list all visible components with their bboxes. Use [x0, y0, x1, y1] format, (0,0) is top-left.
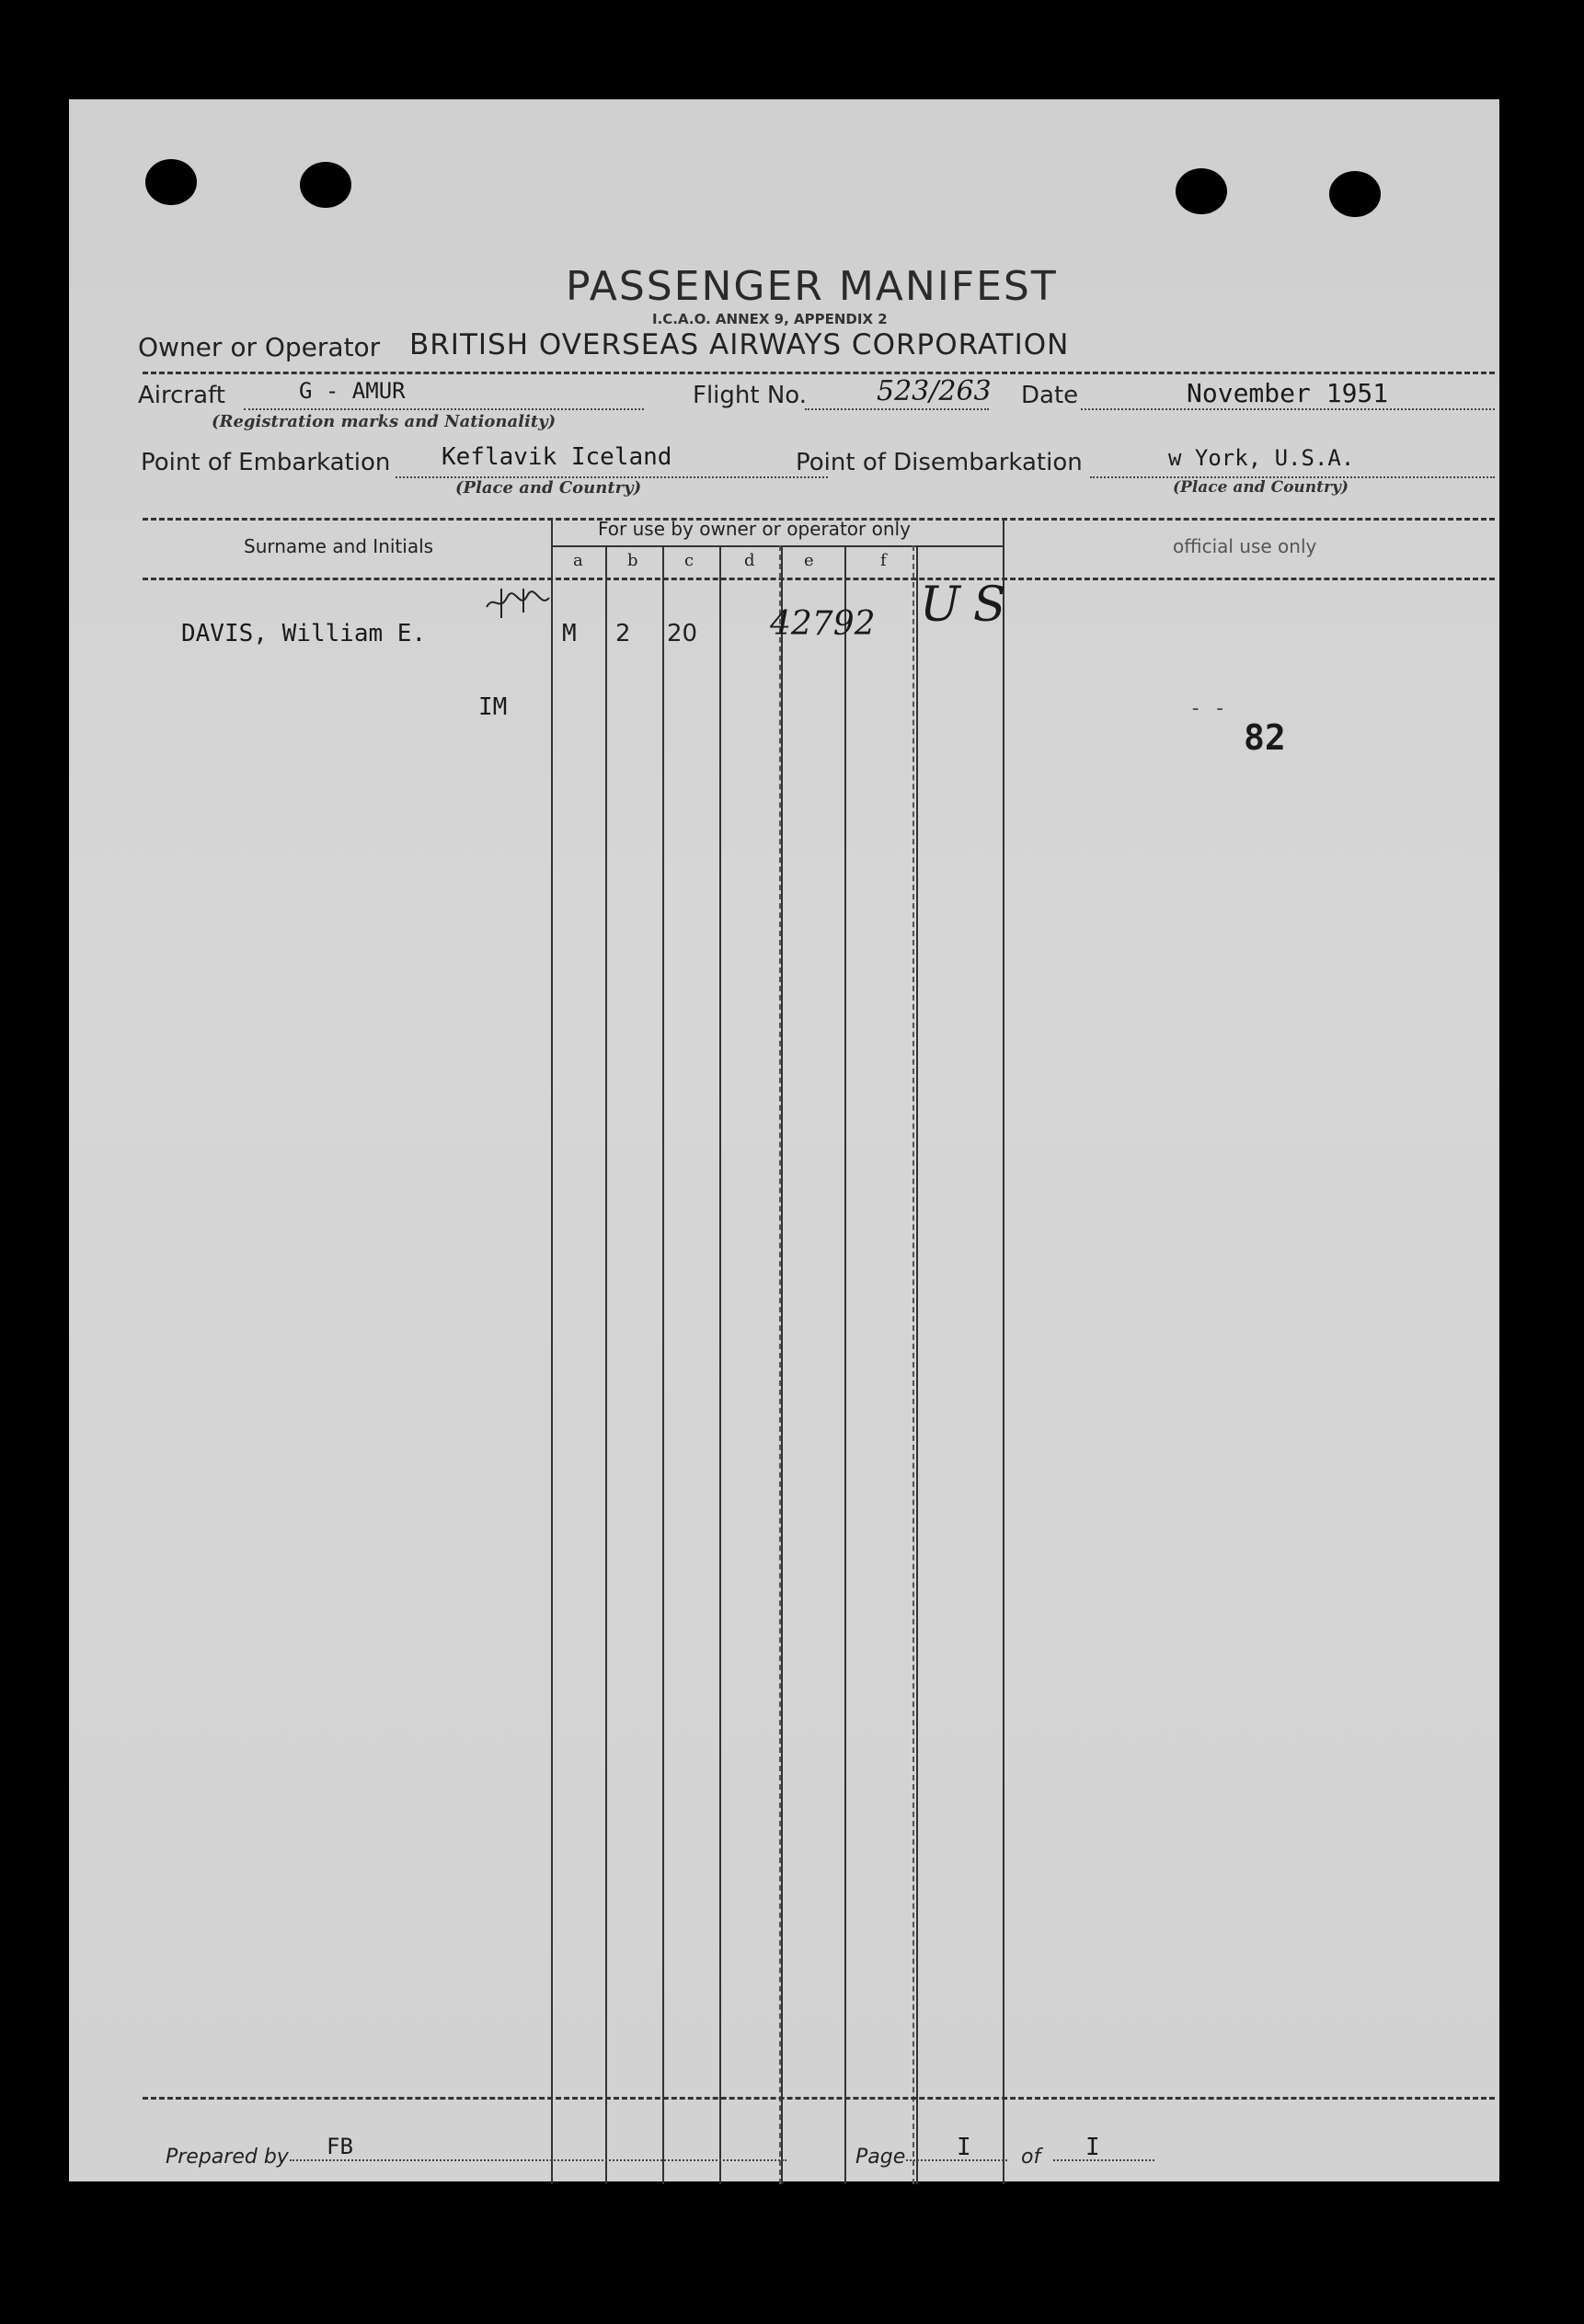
page-underline [906, 2159, 1007, 2161]
form-subtitle: I.C.A.O. ANNEX 9, APPENDIX 2 [652, 311, 888, 327]
passenger-col-a: M [562, 620, 577, 647]
flight-label: Flight No. [693, 382, 808, 409]
col-c-header: c [684, 551, 694, 570]
aircraft-caption: (Registration marks and Nationality) [212, 412, 557, 431]
prepared-label: Prepared by [166, 2146, 289, 2169]
col-line-4 [719, 545, 721, 2184]
date-value: November 1951 [1187, 378, 1389, 408]
im-mark: IM [478, 693, 508, 721]
flight-underline [805, 408, 989, 410]
handwritten-scribble [483, 585, 557, 622]
aircraft-underline [244, 408, 644, 410]
subheader-rule [552, 545, 1003, 547]
date-underline [1081, 408, 1495, 410]
form-title: PASSENGER MANIFEST [566, 263, 1058, 310]
col-e-header: e [804, 551, 814, 570]
manifest-sheet [69, 99, 1499, 2181]
surname-header: Surname and Initials [244, 535, 434, 557]
of-value: I [1085, 2134, 1100, 2161]
col-line-3 [662, 545, 664, 2184]
passenger-col-e: 42792 [770, 605, 876, 643]
divider-top [143, 372, 1495, 374]
embark-label: Point of Embarkation [141, 449, 391, 476]
col-d-header: d [744, 551, 755, 570]
passenger-name: DAVIS, William E. [181, 620, 427, 647]
table-header-rule [143, 578, 1495, 580]
prepared-underline [290, 2159, 786, 2161]
col-line-9 [916, 545, 918, 2184]
passenger-col-c: 20 [667, 620, 698, 647]
official-use-header: official use only [1173, 535, 1317, 557]
passenger-col-g: US [920, 578, 1019, 633]
disembark-caption: (Place and Country) [1173, 478, 1349, 497]
side-number: 82 [1244, 717, 1286, 758]
embark-value: Keflavik Iceland [442, 443, 672, 471]
col-line-7 [844, 545, 846, 2184]
of-underline [1053, 2159, 1154, 2161]
col-a-header: a [573, 551, 583, 570]
col-line-6 [781, 545, 783, 2184]
passenger-col-b: 2 [615, 620, 631, 647]
page-value: I [957, 2134, 971, 2161]
page-label: Page [855, 2146, 906, 2169]
owner-use-header: For use by owner or operator only [598, 518, 911, 540]
col-f-header: f [880, 551, 887, 570]
punch-hole-2 [300, 162, 351, 208]
disembark-value: w York, U.S.A. [1168, 445, 1355, 471]
punch-hole-1 [145, 159, 197, 205]
side-dashes: - - [1189, 697, 1226, 720]
owner-label: Owner or Operator [138, 332, 381, 362]
disembark-label: Point of Disembarkation [796, 449, 1083, 476]
col-b-header: b [627, 551, 638, 570]
col-line-1 [551, 518, 553, 2184]
of-label: of [1021, 2146, 1041, 2169]
flight-value: 523/263 [877, 375, 992, 407]
table-bottom-rule [143, 2097, 1495, 2100]
embark-caption: (Place and Country) [455, 478, 642, 498]
aircraft-value: G - AMUR [299, 378, 406, 404]
col-line-2 [605, 545, 607, 2184]
owner-value: BRITISH OVERSEAS AIRWAYS CORPORATION [409, 328, 1070, 361]
punch-hole-3 [1176, 168, 1227, 214]
col-line-10 [1003, 518, 1004, 2184]
prepared-value: FB [327, 2134, 353, 2159]
aircraft-label: Aircraft [138, 382, 225, 409]
punch-hole-4 [1329, 171, 1381, 217]
date-label: Date [1021, 382, 1079, 409]
col-line-8 [913, 545, 914, 2184]
